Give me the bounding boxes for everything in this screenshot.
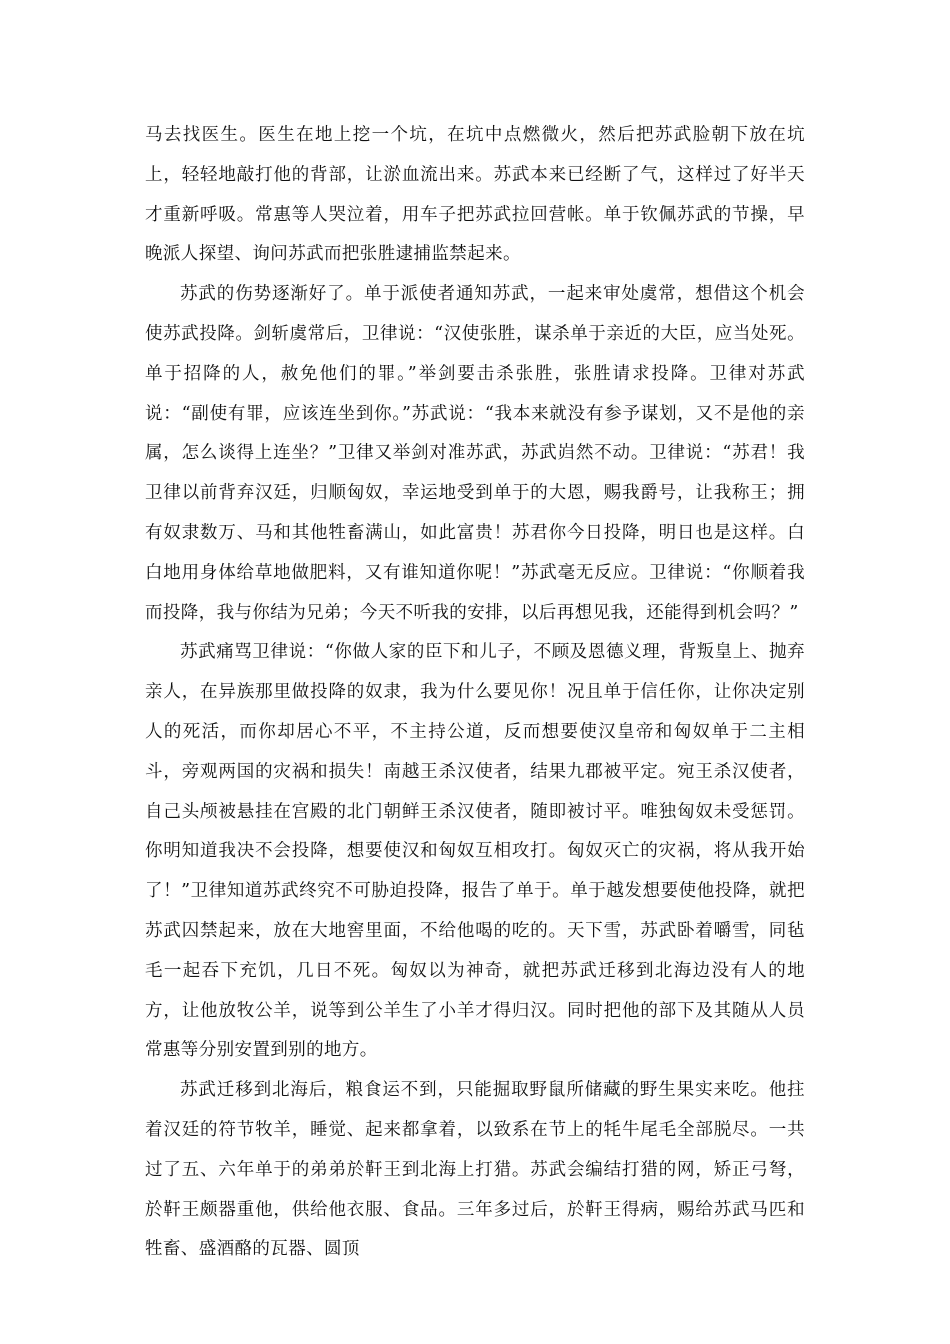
paragraph-2: 苏武的伤势逐渐好了。单于派使者通知苏武，一起来审处虞常，想借这个机会使苏武投降。剑斩虞常后，卫律说：“汉使张胜，谋杀单于亲近的大臣，应当处死。单于招降的人，赦免他们的罪。”举剑要击杀张胜，张胜请求投降。卫律对苏武说：“副使有罪，应该连坐到你。”苏武说：“我本来就没有参予谋划，又不是他的亲属，怎么谈得上连坐？”卫律又举剑对准苏武，苏武岿然不动。卫律说：“苏君！我卫律以前背弃汉廷，归顺匈奴，幸运地受到单于的大恩，赐我爵号，让我称王；拥有奴隶数万、马和其他牲畜满山，如此富贵！苏君你今日投降，明日也是这样。白白地用身体给草地做肥料，又有谁知道你呢！”苏武毫无反应。卫律说：“你顺着我而投降，我与你结为兄弟；今天不听我的安排，以后再想见我，还能得到机会吗？”: [145, 284, 805, 623]
paragraph-3: 苏武痛骂卫律说：“你做人家的臣下和儿子，不顾及恩德义理，背叛皇上、抛弃亲人，在异族那里做投降的奴隶，我为什么要见你！况且单于信任你，让你决定别人的死活，而你却居心不平，不主持公道，反而想要使汉皇帝和匈奴单于二主相斗，旁观两国的灾祸和损失！南越王杀汉使者，结果九郡被平定。宛王杀汉使者，自己头颅被悬挂在宫殿的北门朝鲜王杀汉使者，随即被讨平。唯独匈奴未受惩罚。你明知道我决不会投降，想要使汉和匈奴互相攻打。匈奴灭亡的灾祸，将从我开始了！”卫律知道苏武终究不可胁迫投降，报告了单于。单于越发想要使他投降，就把苏武囚禁起来，放在大地窖里面，不给他喝的吃的。天下雪，苏武卧着嚼雪，同毡毛一起吞下充饥，几日不死。匈奴以为神奇，就把苏武迁移到北海边没有人的地方，让他放牧公羊，说等到公羊生了小羊才得归汉。同时把他的部下及其随从人员常惠等分别安置到别的地方。: [145, 642, 805, 1061]
paragraph-1: 马去找医生。医生在地上挖一个坑，在坑中点燃微火，然后把苏武脸朝下放在坑上，轻轻地敲打他的背部，让淤血流出来。苏武本来已经断了气，这样过了好半天才重新呼吸。常惠等人哭泣着，用车子把苏武拉回营帐。单于钦佩苏武的节操，早晚派人探望、询问苏武而把张胜逮捕监禁起来。: [145, 125, 805, 265]
paragraph-4: 苏武迁移到北海后，粮食运不到，只能掘取野鼠所储藏的野生果实来吃。他拄着汉廷的符节牧羊，睡觉、起来都拿着，以致系在节上的牦牛尾毛全部脱尽。一共过了五、六年单于的弟弟於靬王到北海上打猎。苏武会编结打猎的网，矫正弓弩，於靬王颇器重他，供给他衣服、食品。三年多过后，於靬王得病，赐给苏武马匹和牲畜、盛酒酪的瓦器、圆顶: [145, 1080, 805, 1260]
document-body: [145, 116, 805, 1270]
